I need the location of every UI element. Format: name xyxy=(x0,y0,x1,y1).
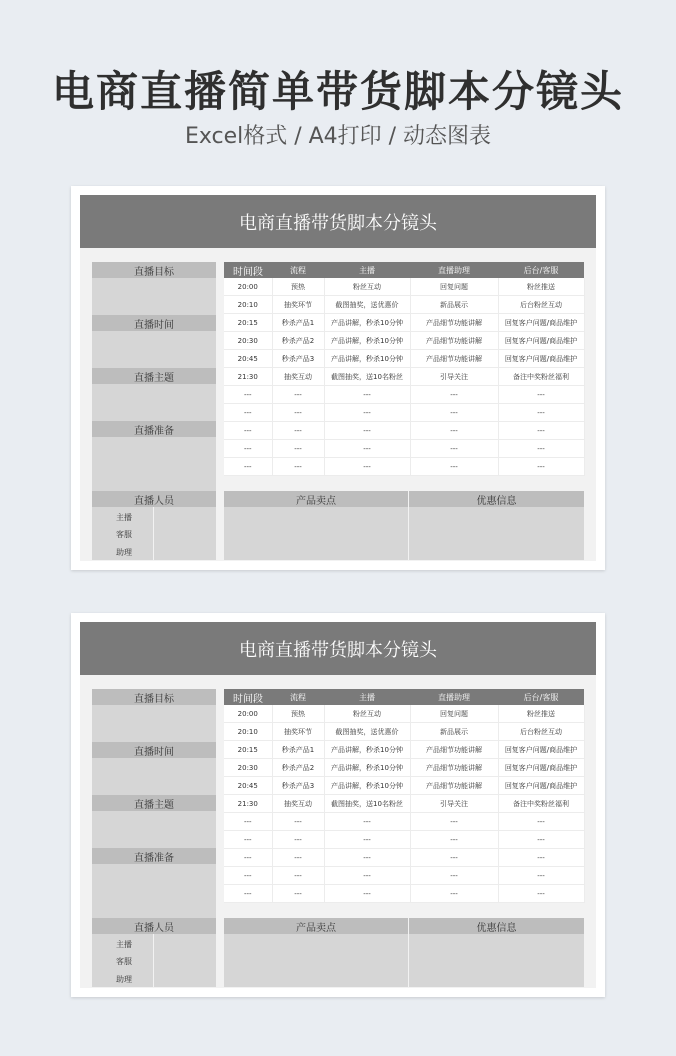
table-cell: --- xyxy=(324,440,410,458)
info-block-theme xyxy=(92,368,216,421)
table-cell: 抽奖环节 xyxy=(272,296,324,314)
info-label: 直播准备 xyxy=(92,848,216,864)
table-row xyxy=(224,332,584,350)
staff-role-service: 客服 xyxy=(116,530,132,539)
table-cell: 20:45 xyxy=(224,350,272,368)
table-cell: 产品讲解，秒杀10分钟 xyxy=(324,759,410,777)
info-label: 直播目标 xyxy=(92,689,216,705)
table-cell: 引导关注 xyxy=(410,368,498,386)
table-row xyxy=(224,867,584,885)
table-cell: 备注中奖粉丝福利 xyxy=(498,368,584,386)
table-cell: --- xyxy=(272,885,324,903)
table-row xyxy=(224,386,584,404)
product-info-block xyxy=(224,918,584,987)
table-cell: --- xyxy=(498,885,584,903)
table-cell: 截图抽奖，送优惠价 xyxy=(324,296,410,314)
table-cell: --- xyxy=(324,386,410,404)
schedule-body xyxy=(224,278,584,476)
info-cell xyxy=(92,331,216,368)
table-cell: --- xyxy=(324,458,410,476)
staff-label: 直播人员 xyxy=(92,918,216,934)
col-header-assistant: 直播助理 xyxy=(410,689,498,705)
table-cell: 回复问题 xyxy=(410,705,498,723)
schedule-header-row xyxy=(224,262,584,278)
product-points-column xyxy=(224,491,408,560)
staff-block xyxy=(92,918,216,987)
table-cell: 20:10 xyxy=(224,723,272,741)
table-cell: --- xyxy=(324,849,410,867)
staff-cell xyxy=(92,507,216,560)
table-cell: --- xyxy=(224,831,272,849)
table-cell: 20:45 xyxy=(224,777,272,795)
info-cell xyxy=(92,705,216,742)
table-cell: 产品细节功能讲解 xyxy=(410,350,498,368)
table-cell: --- xyxy=(224,386,272,404)
table-cell: --- xyxy=(410,422,498,440)
table-cell: 回复客户问题/商品维护 xyxy=(498,777,584,795)
table-cell: --- xyxy=(224,404,272,422)
staff-role-host: 主播 xyxy=(116,513,132,522)
table-cell: --- xyxy=(410,458,498,476)
discount-info-label: 优惠信息 xyxy=(409,918,584,934)
table-cell: --- xyxy=(410,813,498,831)
info-block-prep xyxy=(92,848,216,918)
table-cell: --- xyxy=(224,422,272,440)
table-row xyxy=(224,813,584,831)
table-cell: --- xyxy=(324,813,410,831)
schedule-header-row xyxy=(224,689,584,705)
product-info-block xyxy=(224,491,584,560)
table-row xyxy=(224,705,584,723)
table-cell: 20:30 xyxy=(224,759,272,777)
table-cell: 回复客户问题/商品维护 xyxy=(498,314,584,332)
table-cell: --- xyxy=(498,440,584,458)
table-cell: 回复客户问题/商品维护 xyxy=(498,741,584,759)
table-row xyxy=(224,368,584,386)
table-cell: 20:15 xyxy=(224,741,272,759)
table-row xyxy=(224,831,584,849)
sheet-content xyxy=(80,622,596,988)
table-cell: --- xyxy=(272,404,324,422)
table-cell: --- xyxy=(498,458,584,476)
table-row xyxy=(224,296,584,314)
table-cell: 产品细节功能讲解 xyxy=(410,332,498,350)
table-cell: 预热 xyxy=(272,278,324,296)
table-cell: 秒杀产品3 xyxy=(272,350,324,368)
staff-label: 直播人员 xyxy=(92,491,216,507)
staff-divider xyxy=(153,507,154,560)
table-cell: 截图抽奖，送10名粉丝 xyxy=(324,368,410,386)
table-cell: 回复客户问题/商品维护 xyxy=(498,759,584,777)
sheet-content xyxy=(80,195,596,561)
col-header-host: 主播 xyxy=(324,689,410,705)
table-cell: 预热 xyxy=(272,705,324,723)
table-cell: 截图抽奖，送10名粉丝 xyxy=(324,795,410,813)
staff-block xyxy=(92,491,216,560)
table-row xyxy=(224,795,584,813)
info-column xyxy=(92,262,216,491)
table-cell: --- xyxy=(272,422,324,440)
col-header-service: 后台/客服 xyxy=(498,262,584,278)
info-label: 直播准备 xyxy=(92,421,216,437)
table-cell: --- xyxy=(224,885,272,903)
info-block-prep xyxy=(92,421,216,491)
product-points-column xyxy=(224,918,408,987)
table-cell: 抽奖互动 xyxy=(272,795,324,813)
discount-info-cell xyxy=(409,934,584,987)
table-cell: 粉丝互动 xyxy=(324,278,410,296)
table-cell: --- xyxy=(324,422,410,440)
table-cell: --- xyxy=(410,885,498,903)
table-cell: --- xyxy=(410,849,498,867)
table-cell: --- xyxy=(272,849,324,867)
table-cell: 20:10 xyxy=(224,296,272,314)
product-points-cell xyxy=(224,934,408,987)
table-cell: 粉丝推送 xyxy=(498,278,584,296)
table-cell: 秒杀产品1 xyxy=(272,314,324,332)
table-row xyxy=(224,759,584,777)
info-cell xyxy=(92,437,216,491)
table-cell: --- xyxy=(272,440,324,458)
table-cell: 粉丝推送 xyxy=(498,705,584,723)
table-cell: 产品细节功能讲解 xyxy=(410,314,498,332)
table-cell: 产品讲解，秒杀10分钟 xyxy=(324,741,410,759)
table-cell: --- xyxy=(410,867,498,885)
info-label: 直播目标 xyxy=(92,262,216,278)
table-cell: --- xyxy=(272,813,324,831)
table-cell: --- xyxy=(410,440,498,458)
table-row xyxy=(224,723,584,741)
table-cell: 20:00 xyxy=(224,705,272,723)
info-block-goal xyxy=(92,689,216,742)
staff-cell xyxy=(92,934,216,987)
table-row xyxy=(224,278,584,296)
table-cell: 产品讲解，秒杀10分钟 xyxy=(324,350,410,368)
table-cell: --- xyxy=(324,885,410,903)
info-cell xyxy=(92,758,216,795)
table-row xyxy=(224,885,584,903)
table-cell: --- xyxy=(498,813,584,831)
table-cell: 产品讲解，秒杀10分钟 xyxy=(324,314,410,332)
table-row xyxy=(224,350,584,368)
staff-divider xyxy=(153,934,154,987)
info-block-theme xyxy=(92,795,216,848)
info-block-time xyxy=(92,315,216,368)
product-points-label: 产品卖点 xyxy=(224,918,408,934)
table-row xyxy=(224,777,584,795)
table-cell: --- xyxy=(272,831,324,849)
schedule-body xyxy=(224,705,584,903)
table-cell: 抽奖环节 xyxy=(272,723,324,741)
page-title: 电商直播简单带货脚本分镜头 xyxy=(51,67,624,116)
table-row xyxy=(224,314,584,332)
table-cell: --- xyxy=(224,867,272,885)
table-cell: 秒杀产品3 xyxy=(272,777,324,795)
table-cell: 20:00 xyxy=(224,278,272,296)
info-cell xyxy=(92,811,216,848)
table-cell: --- xyxy=(224,458,272,476)
table-cell: --- xyxy=(410,386,498,404)
table-cell: --- xyxy=(324,867,410,885)
table-cell: --- xyxy=(498,422,584,440)
info-column xyxy=(92,689,216,918)
table-cell: 新品展示 xyxy=(410,296,498,314)
staff-role-service: 客服 xyxy=(116,957,132,966)
table-cell: --- xyxy=(324,831,410,849)
schedule-table xyxy=(224,689,585,903)
table-cell: 粉丝互动 xyxy=(324,705,410,723)
table-cell: 产品讲解，秒杀10分钟 xyxy=(324,332,410,350)
table-cell: --- xyxy=(224,813,272,831)
staff-role-assistant: 助理 xyxy=(116,548,132,557)
sheet-preview xyxy=(71,186,605,570)
col-header-time: 时间段 xyxy=(224,262,272,278)
schedule-table xyxy=(224,262,585,476)
product-points-label: 产品卖点 xyxy=(224,491,408,507)
table-row xyxy=(224,458,584,476)
table-cell: 21:30 xyxy=(224,368,272,386)
table-cell: 产品细节功能讲解 xyxy=(410,759,498,777)
discount-info-column xyxy=(409,918,584,987)
table-cell: 21:30 xyxy=(224,795,272,813)
info-cell xyxy=(92,384,216,421)
table-cell: 抽奖互动 xyxy=(272,368,324,386)
table-cell: --- xyxy=(498,831,584,849)
table-cell: --- xyxy=(324,404,410,422)
table-cell: --- xyxy=(410,831,498,849)
table-cell: 回复客户问题/商品维护 xyxy=(498,350,584,368)
staff-role-host: 主播 xyxy=(116,940,132,949)
table-cell: 后台粉丝互动 xyxy=(498,723,584,741)
sheet-preview xyxy=(71,613,605,997)
col-header-flow: 流程 xyxy=(272,689,324,705)
table-cell: --- xyxy=(498,849,584,867)
product-points-cell xyxy=(224,507,408,560)
info-cell xyxy=(92,864,216,918)
table-cell: 秒杀产品2 xyxy=(272,332,324,350)
table-cell: 截图抽奖，送优惠价 xyxy=(324,723,410,741)
table-cell: 20:30 xyxy=(224,332,272,350)
table-cell: 回复客户问题/商品维护 xyxy=(498,332,584,350)
table-cell: 产品讲解，秒杀10分钟 xyxy=(324,777,410,795)
table-cell: --- xyxy=(410,404,498,422)
table-row xyxy=(224,849,584,867)
table-row xyxy=(224,422,584,440)
page-subtitle: Excel格式 / A4打印 / 动态图表 xyxy=(184,124,492,149)
info-block-goal xyxy=(92,262,216,315)
table-cell: 秒杀产品1 xyxy=(272,741,324,759)
col-header-host: 主播 xyxy=(324,262,410,278)
info-label: 直播主题 xyxy=(92,368,216,384)
info-label: 直播时间 xyxy=(92,315,216,331)
table-cell: 秒杀产品2 xyxy=(272,759,324,777)
discount-info-cell xyxy=(409,507,584,560)
staff-role-assistant: 助理 xyxy=(116,975,132,984)
info-block-time xyxy=(92,742,216,795)
col-header-assistant: 直播助理 xyxy=(410,262,498,278)
table-cell: 产品细节功能讲解 xyxy=(410,741,498,759)
table-cell: --- xyxy=(224,440,272,458)
table-cell: --- xyxy=(272,867,324,885)
table-cell: --- xyxy=(498,404,584,422)
table-cell: --- xyxy=(272,458,324,476)
table-row xyxy=(224,404,584,422)
table-cell: 产品细节功能讲解 xyxy=(410,777,498,795)
sheet-banner: 电商直播带货脚本分镜头 xyxy=(80,622,596,675)
table-cell: 引导关注 xyxy=(410,795,498,813)
info-label: 直播时间 xyxy=(92,742,216,758)
discount-info-label: 优惠信息 xyxy=(409,491,584,507)
table-cell: --- xyxy=(272,386,324,404)
table-cell: --- xyxy=(498,386,584,404)
sheet-banner: 电商直播带货脚本分镜头 xyxy=(80,195,596,248)
table-cell: --- xyxy=(224,849,272,867)
table-cell: 备注中奖粉丝福利 xyxy=(498,795,584,813)
info-cell xyxy=(92,278,216,315)
table-row xyxy=(224,440,584,458)
col-header-flow: 流程 xyxy=(272,262,324,278)
col-header-service: 后台/客服 xyxy=(498,689,584,705)
table-cell: 后台粉丝互动 xyxy=(498,296,584,314)
col-header-time: 时间段 xyxy=(224,689,272,705)
table-cell: 新品展示 xyxy=(410,723,498,741)
discount-info-column xyxy=(409,491,584,560)
table-cell: --- xyxy=(498,867,584,885)
table-cell: 回复问题 xyxy=(410,278,498,296)
table-cell: 20:15 xyxy=(224,314,272,332)
info-label: 直播主题 xyxy=(92,795,216,811)
table-row xyxy=(224,741,584,759)
